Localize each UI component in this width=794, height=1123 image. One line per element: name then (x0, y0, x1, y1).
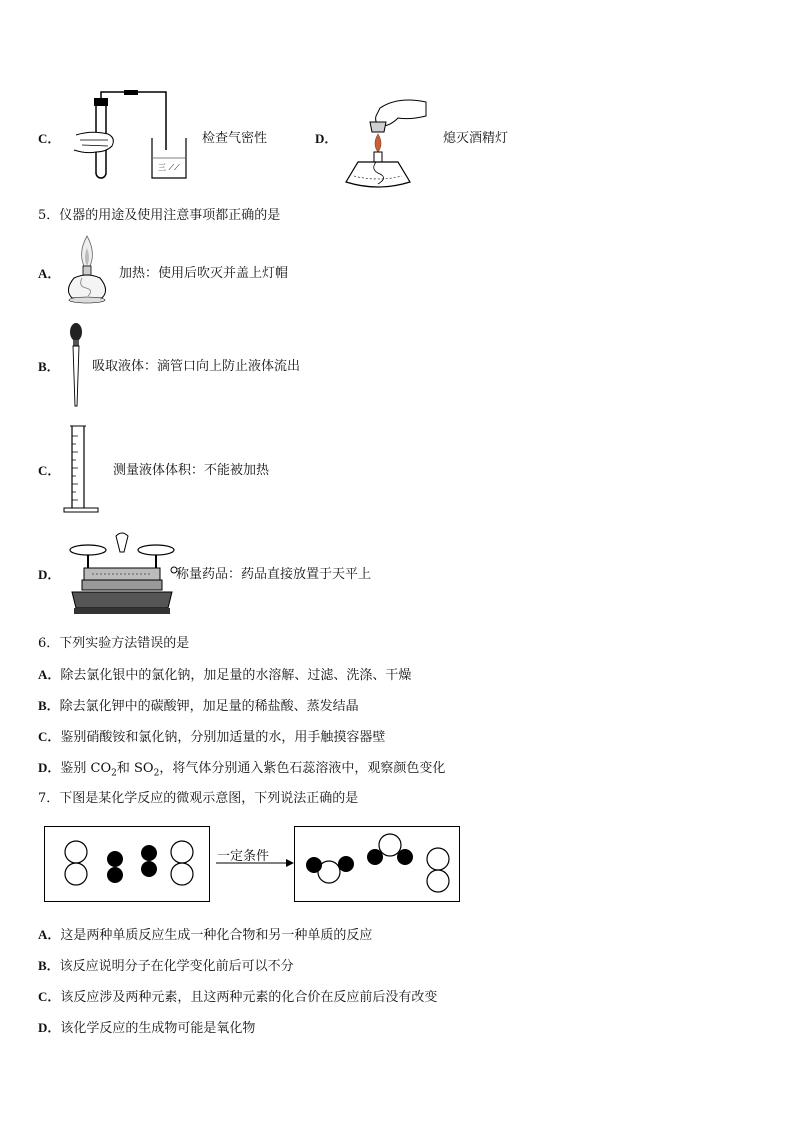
q6-option-d-sub2: 2 (153, 768, 160, 779)
q6-option-d-text-after: ，将气体分别通入紫色石蕊溶液中，观察颜色变化 (159, 761, 446, 776)
q4-option-c-label: C． (38, 131, 61, 146)
q6-option-b (38, 697, 359, 716)
balance-icon (66, 530, 178, 620)
graduated-cylinder-icon (62, 424, 102, 516)
q6-option-d-text-before: 鉴别 CO (60, 761, 112, 776)
q7-option-d (38, 1019, 255, 1038)
q6-option-c (38, 728, 385, 747)
q6-option-a-label: A． (38, 667, 61, 682)
q6-option-a-text: 除去氯化银中的氯化钠，加足量的水溶解、过滤、洗涤、干燥 (60, 668, 412, 683)
q5-option-c-label: C． (38, 463, 61, 478)
q5-stem: 5．仪器的用途及使用注意事项都正确的是 (38, 208, 281, 223)
q6-option-d-label: D． (38, 760, 61, 775)
q5-option-b-label: B． (38, 359, 60, 374)
q5-option-a-text: 加热：使用后吹灭并盖上灯帽 (119, 266, 289, 281)
reaction-condition-label: 一定条件 (217, 849, 270, 864)
products-box (294, 826, 460, 902)
extinguish-lamp-icon (340, 96, 432, 192)
q4-option-c-text: 检查气密性 (202, 131, 268, 146)
q6-option-c-text: 鉴别硝酸铵和氯化钠，分别加适量的水，用手触摸容器壁 (60, 730, 386, 745)
dropper-icon (66, 322, 86, 410)
svg-text:三 ⟋⟋: 三 ⟋⟋ (158, 163, 180, 172)
q5-option-d-text: 称量药品：药品直接放置于天平上 (176, 567, 372, 582)
q5-option-d-label: D． (38, 567, 61, 582)
q6-option-d (38, 759, 445, 783)
q7-option-d-text: 该化学反应的生成物可能是氧化物 (60, 1021, 256, 1036)
q7-option-c (38, 988, 437, 1007)
q7-option-b-text: 该反应说明分子在化学变化前后可以不分 (59, 959, 294, 974)
q7-option-a-label: A． (38, 927, 61, 942)
q7-option-d-label: D． (38, 1020, 61, 1035)
q6-option-b-text: 除去氯化钾中的碳酸钾，加足量的稀盐酸、蒸发结晶 (59, 699, 359, 714)
q7-option-c-text: 该反应涉及两种元素，且这两种元素的化合价在反应前后没有改变 (60, 990, 438, 1005)
alcohol-lamp-icon (62, 234, 112, 306)
q6-option-b-label: B． (38, 698, 60, 713)
airtightness-check-icon (66, 90, 196, 185)
reactants-box (44, 826, 210, 902)
q6-option-c-label: C． (38, 729, 61, 744)
q5-option-b-text: 吸取液体：滴管口向上防止液体流出 (92, 359, 301, 374)
q7-stem: 7．下图是某化学反应的微观示意图，下列说法正确的是 (38, 791, 359, 806)
q7-option-b (38, 957, 294, 976)
product-molecules-diagram (295, 827, 459, 901)
reactant-molecules-diagram (45, 827, 209, 901)
q4-option-d-text: 熄灭酒精灯 (443, 131, 509, 146)
q6-option-d-text-mid: 和 SO (116, 761, 154, 776)
q5-option-c-text: 测量液体体积：不能被加热 (113, 463, 270, 478)
q6-option-a (38, 666, 411, 685)
q5-option-a-label: A． (38, 266, 61, 281)
q7-option-a (38, 926, 372, 945)
q7-option-c-label: C． (38, 989, 61, 1004)
reaction-arrow-icon (214, 857, 294, 869)
q7-option-a-text: 这是两种单质反应生成一种化合物和另一种单质的反应 (60, 928, 373, 943)
q7-option-b-label: B． (38, 958, 60, 973)
q6-option-d-sub1: 2 (111, 768, 117, 779)
q4-option-d-label: D． (315, 131, 338, 146)
q6-stem: 6．下列实验方法错误的是 (38, 636, 190, 651)
